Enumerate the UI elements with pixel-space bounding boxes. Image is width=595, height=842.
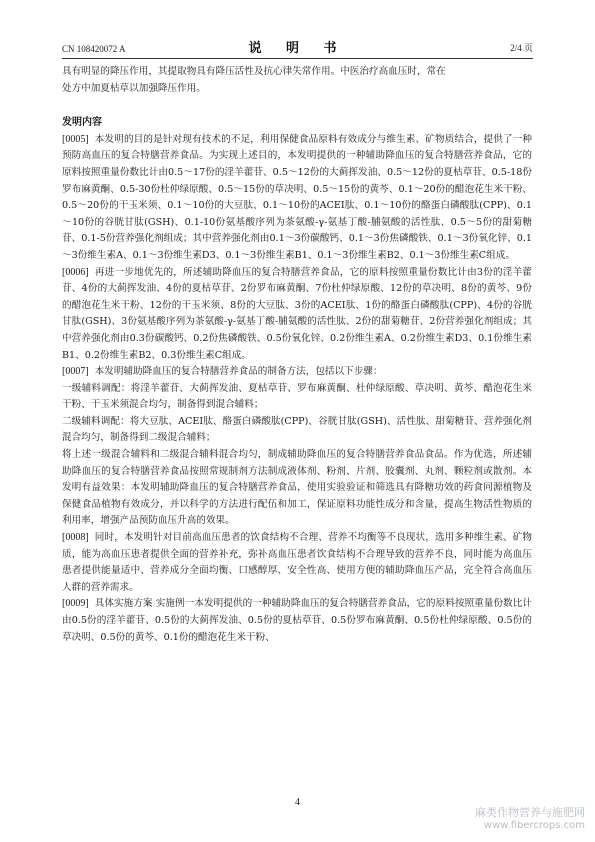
- document-type-title: 说 明 书: [248, 41, 347, 56]
- paragraph-text: 具体实施方案 实施例一本发明提供的一种辅助降血压的复合特膳营养食品，它的原料按照重量份数比计由0.5份的淫羊藿苷、0.5份的大蓟挥发油、0.5份的夏枯草苷、0.5份罗布麻黄酮、0.5份杜仲绿原酸、0.5份的草决明、0.5份的黄芩、0.1份的醋泡花生米干粉、: [62, 598, 532, 643]
- paragraph-number: [0008]: [62, 532, 89, 544]
- intro-line: 具有明显的降压作用，其提取物具有降压活性及抗心律失常作用。中医治疗高血压时，常在: [62, 66, 446, 77]
- page-indicator: 2/4 页: [510, 43, 533, 53]
- paragraph-text: 本发明的目的是针对现有技术的不足，利用保健食品原料有效成分与维生素、矿物质结合，提供了一种预防高血压的复合特膳营养食品。为实现上述目的，本发明提供的一种辅助降血压的复合特膳营养食品，它的原料按照重量份数比计由0.5～17份的淫羊藿苷、0.5～12份的大蓟挥发油、0.5～12份的夏枯草苷、0.5-18份罗布麻黄酮、0.5-30份杜仲绿原酸、0.5～15份的草决明、0.5～15份的黄芩、0.1～20份的醋泡花生米干粉、0.5～20份的干玉米须、0.1～10份的大豆肽、0.1～10份的ACEI肽、0.1～10份的酪蛋白磷酸肽(CPP)、0.1～10份的谷胱甘肽(GSH)、0.1-10份氨基酸序列为茶氨酸-γ-氨基丁酸-脯氨酸的活性肽、0.5～5份的甜菊糖苷、0.1-5份营养强化剂组成；其中营养强化剂由0.1～3份碳酸钙、0.1～3份焦磷酸铁、0.1～3份氧化锌、0.1～3份维生素A、0.1～3份维生素D3、0.1～3份维生素B1、0.1～3份维生素B2、0.1～3份维生素C组成。: [62, 133, 532, 261]
- paragraph-number: [0005]: [62, 133, 89, 145]
- document-body: [62, 64, 532, 646]
- page-number: 4: [295, 797, 300, 808]
- paragraph-0009: [62, 596, 532, 646]
- paragraph-text: 同时，本发明针对目前高血压患者的饮食结构不合理、营养不均衡等不良现状，选用多种维生素、矿物质，能为高血压患者提供全面的营养补充，弥补高血压患者饮食结构不合理导致的营养不良，同时能为高血压患者提供能量适中、营养成分全面均衡、口感醇厚、安全性高、使用方便的辅助降血压产品，完全符合高血压人群的营养需求。: [62, 532, 532, 593]
- paragraph-0007: [62, 364, 532, 381]
- paragraph-number: [0006]: [62, 266, 89, 278]
- watermark-title: 麻类作物营养与施肥网: [475, 806, 585, 819]
- page-header: [62, 36, 533, 59]
- watermark-url: www.fibercrops.com: [483, 820, 585, 831]
- paragraph-0005: [62, 132, 532, 265]
- paragraph-number: [0007]: [62, 366, 89, 378]
- paragraph-0008: [62, 530, 532, 596]
- step-final-mix: 将上述一级混合辅料和二级混合辅料混合均匀，制成辅助降血压的复合特膳营养食品食品。作为优选，所述辅助降血压的复合特膳营养食品按照常规制剂方法制成液体剂、粉剂、片剂、胶囊剂、丸剂、颗粒剂或散剂。本发明有益效果：本发明辅助降血压的复合特膳营养食品，使用实验验证和筛选具有降糖功效的药食同源植物及保健食品植物有效成分，并以科学的方法进行配伍和加工，保证原料功能性成分和含量，提高生物活性物质的利用率，增强产品预防血压升高的效果。: [62, 449, 532, 527]
- step-primary-blend: 一级辅料调配：将淫羊藿苷、大蓟挥发油、夏枯草苷、罗布麻黄酮、杜仲绿原酸、草决明、黄芩、醋泡花生米干粉、干玉米须混合均匀，制备得到混合辅料；: [62, 382, 532, 411]
- publication-number: CN 108420072 A: [62, 44, 126, 54]
- intro-line: 处方中加夏枯草以加强降压作用。: [62, 82, 206, 94]
- section-title: 发明内容: [62, 117, 102, 129]
- site-watermark: [475, 806, 585, 832]
- paragraph-0006: [62, 265, 532, 365]
- paragraph-number: [0009]: [62, 598, 89, 610]
- step-secondary-blend: 二级辅料调配：将大豆肽、ACEI肽、酪蛋白磷酸肽(CPP)、谷胱甘肽(GSH)、活性肽、甜菊糖苷、营养强化剂混合均匀，制备得到二级混合辅料；: [62, 415, 532, 444]
- paragraph-text: 本发明辅助降血压的复合特膳营养食品的制备方法，包括以下步骤：: [94, 366, 383, 378]
- paragraph-text: 再进一步地优先的，所述辅助降血压的复合特膳营养食品，它的原料按照重量份数比计由3份的淫羊藿苷、4份的大蓟挥发油、4份的夏枯草苷、2份罗布麻黄酮、7份杜仲绿原酸、12份的草决明、8份的黄芩、9份的醋泡花生米干粉、12份的干玉米须、8份的大豆肽、3份的ACEI肽、1份的酪蛋白磷酸肽(CPP)、4份的谷胱甘肽(GSH)、3份氨基酸序列为茶氨酸-γ-氨基丁酸-脯氨酸的活性肽、2份的甜菊糖苷、2份营养强化剂组成；其中营养强化剂由0.3份碳酸钙、0.2份焦磷酸铁、0.5份氧化锌、0.2份维生素A、0.2份维生素D3、0.1份维生素B1、0.2份维生素B2、0.3份维生素C组成。: [62, 266, 532, 361]
